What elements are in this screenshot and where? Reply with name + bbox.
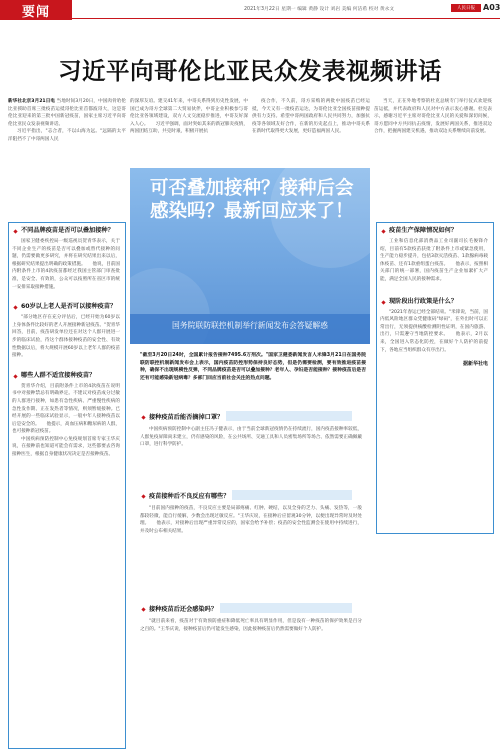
- diamond-bullet-icon: [141, 494, 145, 498]
- section-body: "就目前来看，疫苗对于有效预防重症和降低死亡率具有明显作用，但是没有一种疫苗的保护效果是百分之百的。"王华庆说，接种疫苗后仍可能发生感染，因此接种疫苗后仍然需要做好个人防护。: [140, 619, 362, 632]
- feature-lead-text: "截至3月20日24时，全国累计报告接种7495.6万剂次。"国家卫健委新闻发言人米锋3月21日在国务院联防联控机制新闻发布会上表示，国内疫苗防控形势保持良好态势，但是仍需要检测，要有效推进疫苗接种，确保不出现规模性反弹，不同品牌疫苗是否可以叠加接种？老年人、孕妇是否能接种？接种疫苗后是否还有可能感染新冠病毒？多部门回应当前社会关注的热点问题。: [140, 353, 366, 381]
- feature-section-3: [140, 602, 362, 738]
- headline: 习近平向哥伦比亚民众发表视频讲话: [58, 57, 442, 85]
- dateline: 新华社北京3月21日电: [8, 99, 56, 104]
- diamond-bullet-icon: [13, 306, 17, 310]
- question-title-text: 哪些人群不适宜接种疫苗？: [21, 371, 96, 379]
- lead-paragraph-5: 当天，正在外地考察的杜克总统专门举行仪式欢迎疫苗运抵，并代表政府和人民对中方表示衷心感谢。杜克表示，感谢习近平主席对哥伦比亚人民的关爱和深切问候，哥方愿同中方共同抗击疫情，发展好两国关系，推进双边合作，把握两国建交机遇，推动双边关系继续向前发展。: [374, 99, 492, 135]
- section-body: "目前国内接种的疫苗，不良反应主要是局部疼痛、红肿、硬结，以及全身的乏力、头痛、发热等，一般都较轻微，能自行缓解，少数会出现过敏反应。"王华庆说，在接种后应留观30分钟，以便出现异常时及时处理。 他表示，对接种后出现严重异常反应的，国家会给予补偿；疫苗的安全性监测会在使用中持续进行，并及时公布相关结果。: [140, 506, 362, 534]
- newspaper-badge: 人民日报: [451, 4, 481, 12]
- feature-section-1: [140, 410, 362, 486]
- feature-section-2: [140, 489, 362, 605]
- question-answer: "2021年春运已经全部结束。"米锋说，当前，国内低风险地区群众凭健康码"绿码"，在外出时可以正常出行，无须提供核酸检测阴性证明，在国内旅游、出行，只需遵守当地防控要求。 他表示，2月以来，全国进入常态化防控，在做好个人防护的前提下，各地应当组织群众有序出行。: [380, 309, 488, 353]
- question-title: [12, 372, 120, 380]
- lead-column-2: [130, 98, 248, 158]
- section-heading: 疫苗接种后不良反应有哪些？: [149, 492, 230, 500]
- section-heading-bar: [140, 602, 352, 614]
- diamond-bullet-icon: [13, 229, 17, 233]
- section-label: 要闻: [21, 4, 50, 20]
- diamond-bullet-icon: [141, 607, 145, 611]
- hero-subtitle: 国务院联防联控机制举行新闻发布会答疑解惑: [172, 321, 328, 330]
- section-heading: 接种疫苗后还会感染吗？: [149, 605, 218, 613]
- question-answer: 贺青华介绍，目前附条件上市的4款疫苗在说明书中对接种禁忌有明确界定。不建议对疫苗成分过敏的人群进行接种，如患有急性疾病、严重慢性疾病的急性发作期、正在发热者等情况，则须暂缓接种。已经开展的一些临床试验显示，一般中年人接种疫苗以后是安全的。 他提示，高血压病和糖尿病的人群，也可接种新冠疫苗。: [12, 383, 120, 435]
- lead-paragraph-2: 习近平指出，"志合者，不以山海为远。"远隔的太平洋阻挡不了中哥两国人民: [8, 129, 126, 142]
- diamond-bullet-icon: [381, 300, 385, 304]
- lead-column-3: [252, 98, 370, 158]
- right-sidebar: [376, 222, 494, 534]
- diamond-bullet-icon: [13, 374, 17, 378]
- question-answer: 工业和信息化部消费品工业司副司长毛俊锋介绍，目前有5款疫苗获批了附条件上市或紧急使用，生产能力稳步提升，包括3款灭活疫苗、1款腺病毒载体疫苗、还有1款重组蛋白疫苗。 他表示，按照相关部门的统一部署，国内疫苗生产企业加紧扩大产能，满足全国人民的接种需求。: [380, 239, 488, 282]
- question-title: [380, 227, 488, 235]
- diamond-bullet-icon: [141, 415, 145, 419]
- section-heading: 接种疫苗后能否摘掉口罩？: [149, 413, 224, 421]
- lead-column-1: [8, 98, 126, 172]
- byline: 据新华社电: [462, 361, 488, 368]
- lead-paragraph-4: 疫合作，不久前，哥方采购的两批中国疫苗已经运抵，今天又有一批疫苗运达，为哥伦比亚全国疫苗接种提供有力支持。希望中哥两国政府和人民共同努力，加强抗疫等各领域友好合作，在新的历史起点上，推动中哥关系在新时代取得更大发展，更好造福两国人民。: [252, 99, 370, 135]
- section-heading-bar: [140, 410, 352, 422]
- question-answer: "部分地区存在充分评估后，已经开始为60岁以上身体条件比较好的老人开展接种新冠疫苗。"贺青华回答，目前，疫苗研发单位还在对这个人群开展进一步的临床试验，待这个群体接种疫苗的安全性、有效性数据以后，将大规模开展60岁以上老年人群的疫苗接种。: [12, 315, 120, 359]
- question-answer: 国家卫健委疾控局一级巡视员贺青华表示，关于不同企业生产的疫苗是否可以叠加或替代接种的问题，仍需要做更多研究，并将在研究结果出来以后，根据研究结果提出明确的政策措施。 他说，目前国内附条件上市的4款疫苗都经过我国主管部门审查批准，是安全、有效的，公众可以按照所在省区市的统一安排采取接种措施。: [12, 239, 120, 290]
- left-sidebar: [8, 222, 126, 749]
- section-tab: [0, 0, 72, 20]
- page-number: A03: [483, 3, 500, 12]
- header-meta: 2021年3月22日 星期一 编辑 黄静 设计 刘岩 美编 何洁希 校对 黄永文: [244, 7, 395, 12]
- lead-text: 当地时间3月20日，中国肉骨哈伦比亚援助首席三批疫苗运抵哥伦比亚首都波哥大，这是哥伦比亚迎来的第三批中国新冠疫苗，国家主席习近平向哥伦比亚民众发表视频讲话。: [8, 99, 126, 127]
- question-title: [380, 298, 488, 306]
- lead-column-4: [374, 98, 492, 158]
- diamond-bullet-icon: [381, 229, 385, 233]
- hero-title: 可否叠加接种？接种后会感染吗？最新回应来了！: [150, 178, 354, 222]
- question-answer-extra: 中国疾病预防控制中心免疫规划首席专家王华庆说，在接种前也知道可能会有需求，这些都要去咨询接种医生，根据自身健康状况决定是否接种疫苗。: [12, 436, 120, 458]
- question-title: [12, 303, 120, 311]
- lead-paragraph: [8, 98, 126, 128]
- question-title: [12, 227, 120, 235]
- question-title-text: 疫苗生产保障情况如何？: [389, 227, 458, 234]
- section-heading-bar: [140, 489, 352, 501]
- feature-lead: [140, 352, 366, 402]
- lead-paragraph-3: 的深厚友谊。建交41年来，中哥关系得到历史性发展，中国已成为哥方全球第二大贸易伙伴，中哥企业积极参与哥伦比亚各领域建设，双方人文交流稳步推进，中哥友好深入人心。 习近平强调，面对突如其来的新冠肺炎疫情，两国团结互助，共克时艰，积极开展抗: [130, 99, 248, 135]
- section-body: 中国疾病预防控制中心副主任冯子健表示，由于当前全球新冠疫情仍在持续流行，国内疫苗接种率较低，人群免疫屏障尚未建立，仍有感染的风险，在公共场所、交通工具和人员密集场所等场合、依然需要正确佩戴口罩，进行科学防护。: [140, 427, 362, 448]
- question-title-text: 60岁以上老人是否可以接种疫苗？: [21, 303, 117, 311]
- question-title-text: 不同品牌疫苗是否可以叠加接种？: [21, 227, 114, 234]
- header-rule: [72, 18, 500, 19]
- question-title-text: 现阶段出行政策是什么？: [389, 297, 458, 305]
